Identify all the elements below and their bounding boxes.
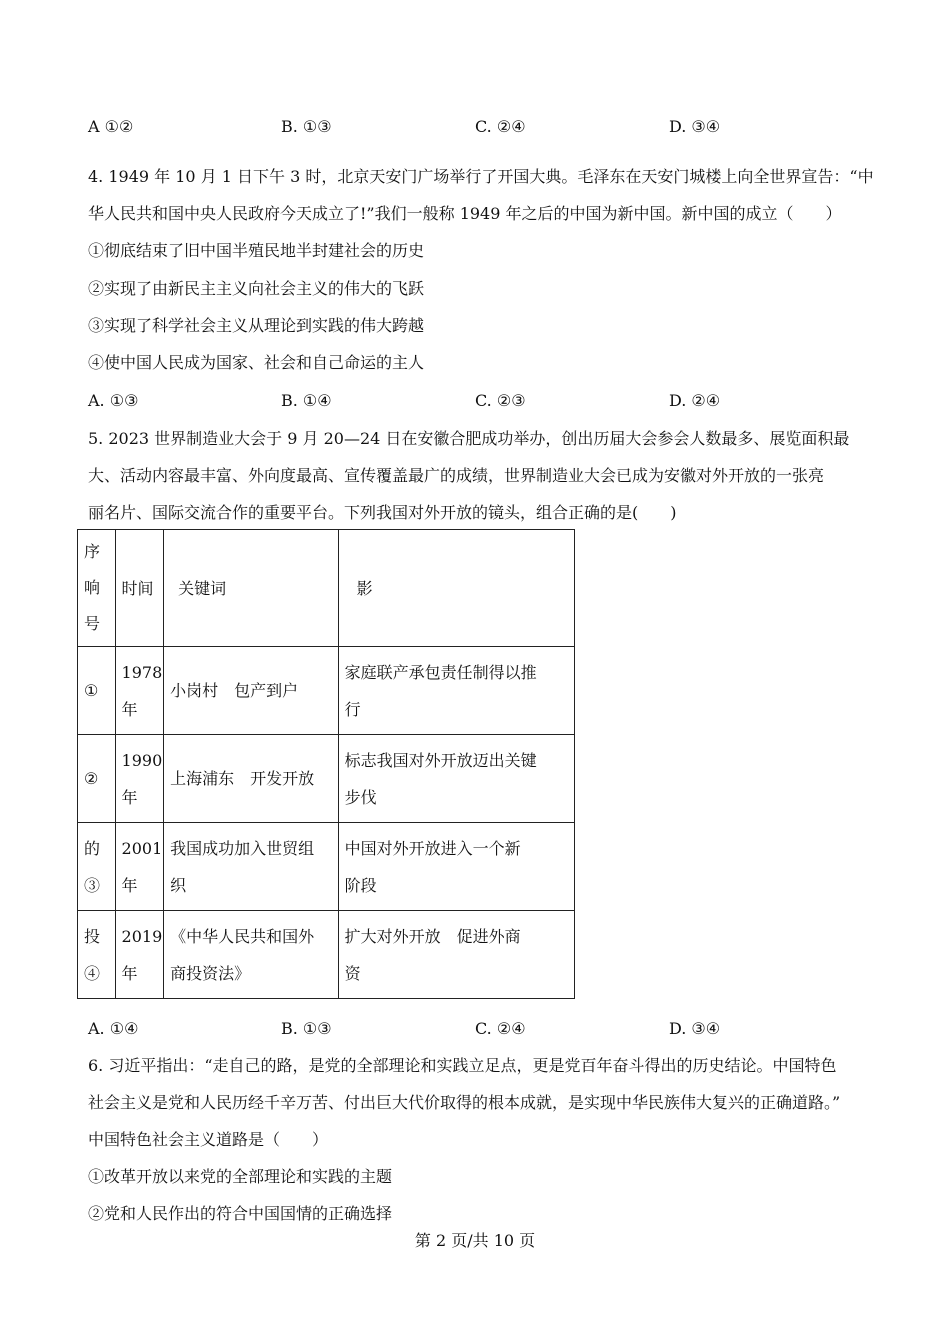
table-cell: 《中华人民共和国外 商投资法》 [164, 911, 339, 999]
table-header-cell: 序 响 号 [78, 530, 116, 647]
table-cell: 1990 年 [115, 735, 164, 823]
table-cell: 扩大对外开放 促进外商 资 [338, 911, 574, 999]
q4-item-4: ④使中国人民成为国家、社会和自己命运的主人 [88, 353, 425, 372]
opening-up-table [77, 529, 575, 999]
q5-stem-line-3: 丽名片、国际交流合作的重要平台。下列我国对外开放的镜头，组合正确的是( ) [88, 503, 677, 522]
table-cell: 标志我国对外开放迈出关键 步伐 [338, 735, 574, 823]
table-cell: 2019 年 [115, 911, 164, 999]
q3-option-a: A ①② [88, 117, 134, 136]
table-cell: 1978 年 [115, 647, 164, 735]
table-cell: ① [78, 647, 116, 735]
table-header-cell: 关键词 [164, 530, 339, 647]
q5-stem-line-1: 5. 2023 世界制造业大会于 9 月 20—24 日在安徽合肥成功举办，创出历届大会参会人数最多、展览面积最 [88, 429, 850, 448]
q4-item-1: ①彻底结束了旧中国半殖民地半封建社会的历史 [88, 241, 425, 260]
q3-option-d: D. ③④ [669, 117, 721, 136]
table-cell: 上海浦东 开发开放 [164, 735, 339, 823]
q4-option-b: B. ①④ [281, 391, 332, 410]
table-row [78, 823, 575, 911]
q4-option-d: D. ②④ [669, 391, 721, 410]
q3-option-b: B. ①③ [281, 117, 332, 136]
q6-stem-line-1: 6. 习近平指出：“走自己的路，是党的全部理论和实践立足点，更是党百年奋斗得出的历史结论。中国特色 [88, 1056, 837, 1075]
q4-item-3: ③实现了科学社会主义从理论到实践的伟大跨越 [88, 316, 425, 335]
page-footer: 第 2 页/共 10 页 [414, 1231, 536, 1250]
table-cell: 我国成功加入世贸组 织 [164, 823, 339, 911]
q5-option-d: D. ③④ [669, 1019, 721, 1038]
q4-item-2: ②实现了由新民主主义向社会主义的伟大的飞跃 [88, 279, 425, 298]
table-cell: 小岗村 包产到户 [164, 647, 339, 735]
table-cell: 家庭联产承包责任制得以推 行 [338, 647, 574, 735]
q4-option-a: A. ①③ [88, 391, 139, 410]
q5-stem-line-2: 大、活动内容最丰富、外向度最高、宣传覆盖最广的成绩，世界制造业大会已成为安徽对外开放的一张亮 [88, 466, 825, 485]
table-header-cell: 时间 [115, 530, 164, 647]
table-cell: 中国对外开放进入一个新 阶段 [338, 823, 574, 911]
table-header-cell: 影 [338, 530, 574, 647]
table-header-row [78, 530, 575, 647]
q6-item-1: ①改革开放以来党的全部理论和实践的主题 [88, 1167, 393, 1186]
q4-option-c: C. ②③ [475, 391, 526, 410]
q3-option-c: C. ②④ [475, 117, 526, 136]
q5-option-b: B. ①③ [281, 1019, 332, 1038]
table-row [78, 735, 575, 823]
table-cell: ② [78, 735, 116, 823]
q5-option-a: A. ①④ [88, 1019, 139, 1038]
q6-item-2: ②党和人民作出的符合中国国情的正确选择 [88, 1204, 393, 1223]
q6-stem-line-3: 中国特色社会主义道路是（ ） [88, 1130, 329, 1149]
q5-option-c: C. ②④ [475, 1019, 526, 1038]
table-cell: 投 ④ [78, 911, 116, 999]
q4-stem-line-1: 4. 1949 年 10 月 1 日下午 3 时，北京天安门广场举行了开国大典。毛泽东在天安门城楼上向全世界宣告：“中 [88, 167, 874, 186]
table-row [78, 911, 575, 999]
q6-stem-line-2: 社会主义是党和人民历经千辛万苦、付出巨大代价取得的根本成就，是实现中华民族伟大复兴的正确道路。” [88, 1093, 841, 1112]
table-cell: 的 ③ [78, 823, 116, 911]
q4-stem-line-2: 华人民共和国中央人民政府今天成立了!”我们一般称 1949 年之后的中国为新中国。新中国的成立（ ） [88, 204, 842, 223]
table-cell: 2001 年 [115, 823, 164, 911]
table-row [78, 647, 575, 735]
